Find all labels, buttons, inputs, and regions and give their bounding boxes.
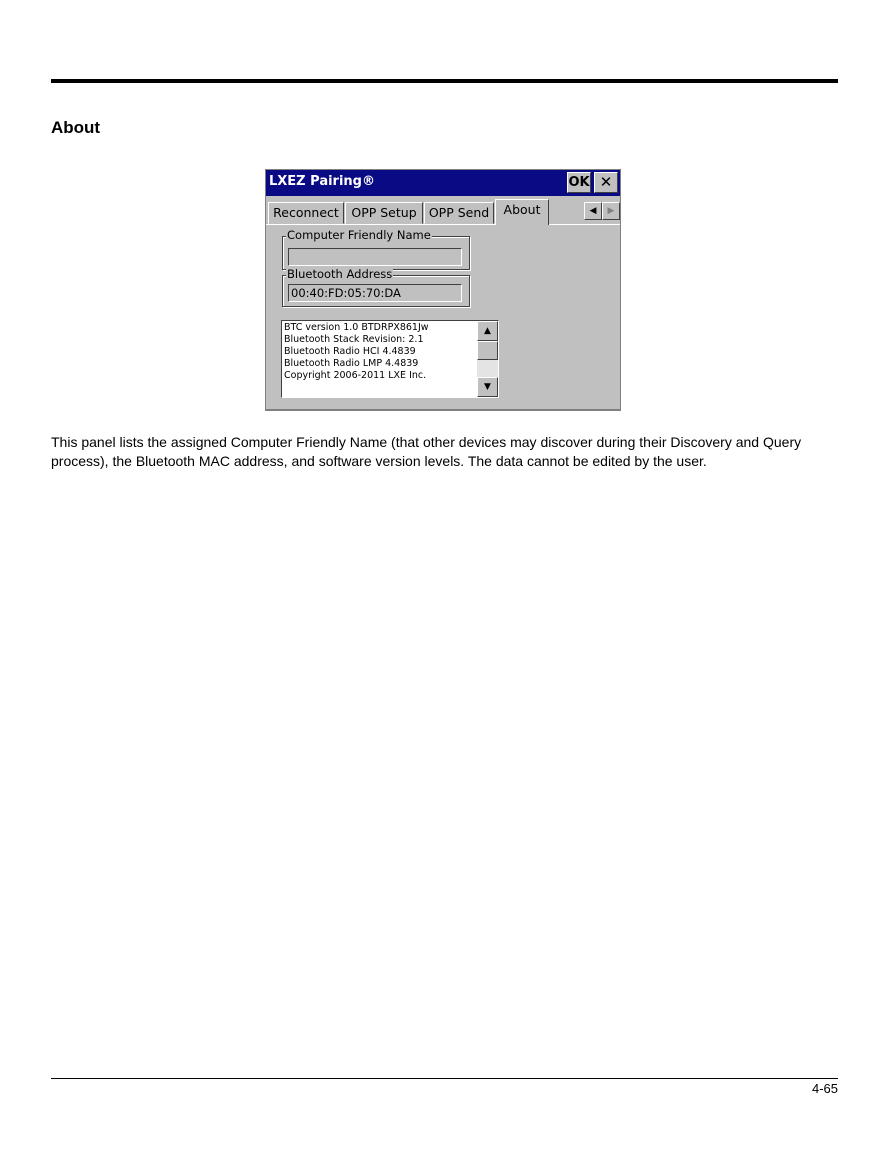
tab-row-line <box>266 224 620 225</box>
chevron-left-icon: ◀ <box>589 206 597 216</box>
version-info-list[interactable] <box>281 320 499 398</box>
tab-about[interactable]: About <box>495 199 549 225</box>
bluetooth-address-field[interactable]: 00:40:FD:05:70:DA <box>288 284 462 302</box>
bluetooth-address-label: Bluetooth Address <box>287 267 393 281</box>
tab-opp-send[interactable]: OPP Send <box>424 202 494 224</box>
body-paragraph: This panel lists the assigned Computer Friendly Name (that other devices may discover during their Discovery and Query process), the Bluetooth MAC address, and software version levels. The data cannot be edited by the user. <box>51 434 802 469</box>
friendly-name-group <box>282 228 470 270</box>
close-button[interactable] <box>594 172 618 193</box>
info-line: Bluetooth Radio HCI 4.4839 <box>284 346 416 357</box>
chevron-right-icon: ▶ <box>607 206 615 216</box>
arrow-down-icon: ▼ <box>484 382 491 392</box>
dialog-titlebar <box>266 170 620 196</box>
scroll-thumb[interactable] <box>477 341 498 360</box>
info-line: Copyright 2006-2011 LXE Inc. <box>284 370 427 381</box>
tab-opp-setup[interactable]: OPP Setup <box>345 202 423 224</box>
ok-button[interactable]: OK <box>567 172 591 193</box>
bottom-rule <box>51 1078 838 1079</box>
scroll-down-button[interactable] <box>477 377 498 397</box>
section-heading: About <box>51 118 101 137</box>
bluetooth-address-group <box>282 267 470 307</box>
info-line: Bluetooth Stack Revision: 2.1 <box>284 334 424 345</box>
page-number: 4-65 <box>811 1081 838 1096</box>
tab-reconnect[interactable]: Reconnect <box>268 202 344 224</box>
close-icon: ✕ <box>599 173 613 191</box>
tab-scroll-right-button[interactable] <box>602 202 620 220</box>
friendly-name-field[interactable] <box>288 248 462 266</box>
dialog-title: LXEZ Pairing® <box>269 174 375 189</box>
friendly-name-label: Computer Friendly Name <box>287 228 431 242</box>
info-line: Bluetooth Radio LMP 4.4839 <box>284 358 419 369</box>
version-info-scrollbar[interactable] <box>477 321 498 397</box>
info-line: BTC version 1.0 BTDRPX861Jw <box>284 322 429 333</box>
dialog-bottom-edge <box>266 409 620 410</box>
scroll-up-button[interactable] <box>477 321 498 341</box>
tab-scroll-left-button[interactable] <box>584 202 602 220</box>
lxez-pairing-dialog <box>265 169 621 411</box>
arrow-up-icon: ▲ <box>484 326 491 336</box>
top-rule <box>51 79 838 83</box>
